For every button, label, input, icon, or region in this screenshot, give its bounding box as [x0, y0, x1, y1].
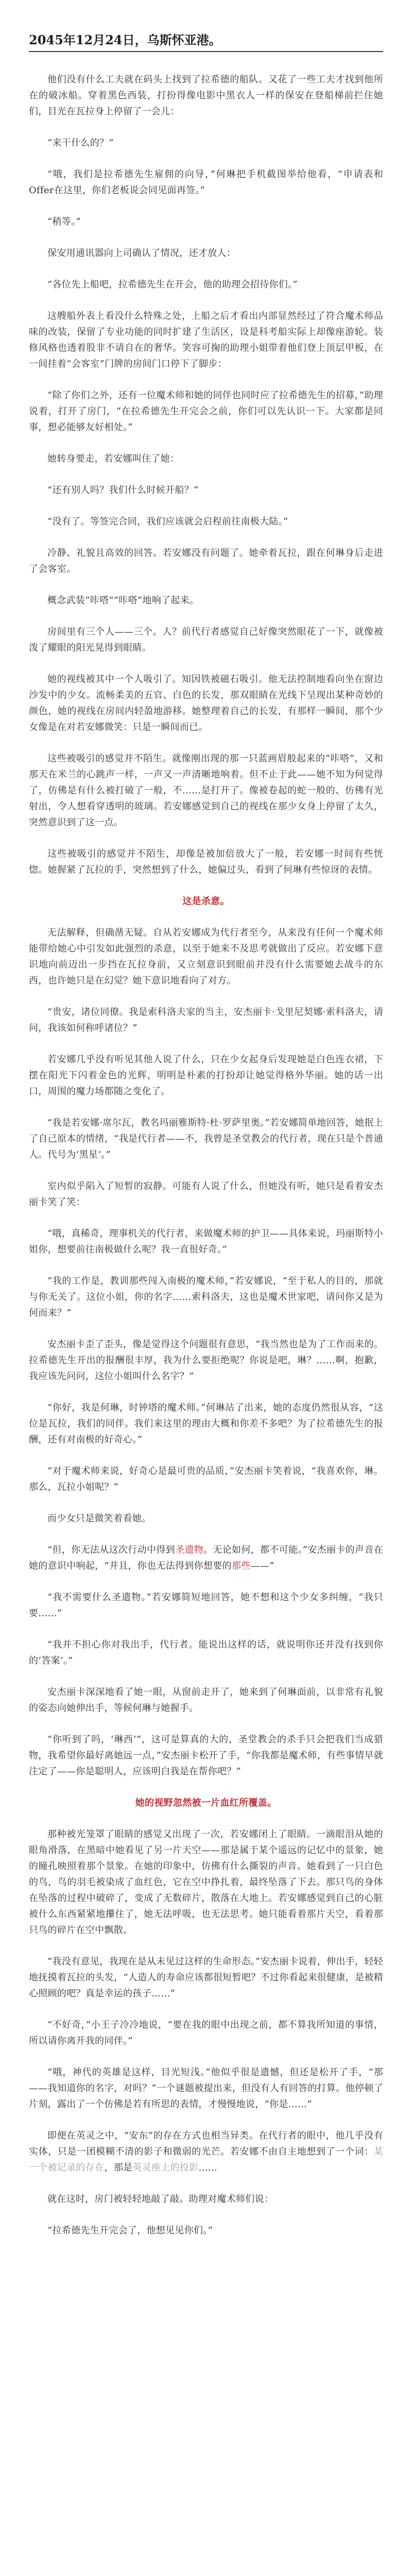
body-paragraph: “对于魔术师来说，好奇心是最可贵的品质，”安杰丽卡笑着说，“我喜欢你，琳。那么，瓦拉小姐呢？” [29, 1466, 383, 1493]
body-paragraph: 她转身要走，若安娜叫住了她： [47, 453, 180, 464]
quote-paragraph: 即便在英灵之中，“安东”的存在方式也相当异类。在代行者的眼中，他几乎没有实体，只是一团模糊不清的影子和微弱的光芒。若安娜不由自主地想到了一个词：某一个被记录的存在，那是英灵座上的投影…… [29, 2130, 383, 2173]
body-paragraph: 这艘船外表上看没什么特殊之处，上船之后才看出内部显然经过了符合魔术师品味的改装，保留了专业功能的同时扩建了生活区，设是科考船实际上却像座游轮。装修风格也透着股非不请自在的奢华。笑容可掬的助理小姐带着他们登上顶层甲板，在一间挂着“会客室”门牌的房间门口停下了脚步： [29, 311, 383, 369]
body-paragraph: 概念武装“咔嗒”“咔嗒”地响了起来。 [47, 595, 199, 606]
body-paragraph: “拉希德先生开完会了，他想见见你们。” [47, 2225, 213, 2236]
body-paragraph: 这些被吸引的感觉并不陌生，却像是被加倍放大了一般，若安娜一时间有些恍惚。她握紧了瓦拉的手，突然想到了什么，她偏过头，看到了何琳有些惊讶的表情。 [29, 849, 383, 875]
article-body [29, 72, 383, 2239]
quote-paragraph: “但，你无法从这次行动中得到圣遗物。无论如何，都不可能。”安杰丽卡的声音在她的意识中响起，“并且，你也无法得到你想要的那些——” [29, 1545, 383, 1571]
body-paragraph: 这些被吸引的感觉并不陌生。就像刚出现的那一只蓝画眉般起来的“咔嗒”，又和那天在米兰的心跳声一样，一声又一声清晰地响着。但不止于此——她不知为何觉得了，仿佛是有什么被打破了一般，不……是打开了。像被卷起的蛇一般的、仿佛有光射出，令人想看穿透明的玻璃。若安娜感觉到自己的视线在那少女身上停留了太久，突然意识到了这一点。 [29, 753, 383, 828]
page-title: 2045年12月24日，乌斯怀亚港。 [29, 32, 221, 47]
body-paragraph: 他们没有什么工夫就在码头上找到了拉希德的船队。又花了一些工夫才找到他所在的破冰船。穿着黑色西装，打扮得像电影中黑衣人一样的保安在登船梯前拦住她们，目光在瓦拉身上停留了一会儿： [29, 74, 383, 117]
body-paragraph: “我没有意见，我现在是从未见过这样的生命形态。”安杰丽卡说着，伸出手，轻轻地抚摸着瓦拉的头发，“人造人的寿命应该都很短暂吧？不过你看起来很健康，是被精心照顾的吧？真是幸运的孩子……” [29, 1956, 383, 1999]
emphasis-line: 这是杀意。 [182, 896, 230, 907]
body-paragraph: 那种被光笼罩了眼睛的感觉又出现了一次，若安娜闭上了眼睛。一滴眼泪从她的眼角滑落，在黑暗中她看见了另一片天空——那是属于某个遥远的记忆中的景象，她的瞳孔映照着那个景象。在她的印象中，仿佛有什么撕裂的声音。她看到了一只白色的鸟，鸟的羽毛被染成了血红色，它在空中挣扎着，最终坠落了下去。那只鸟的身体在坠落的过程中破碎了，变成了无数碎片，散落在大地上。若安娜感觉到自己的心脏被什么东西紧紧地攥住了，她无法呼吸，也无法思考。她只能看着那片天空，看着那只鸟的碎片在空中飘散。 [29, 1829, 383, 1936]
body-paragraph: 她的视线被其中一个人吸引了。知因铁被磁石吸引。他无法控制地看向坐在窗边沙发中的少女。流畅柔美的五官、白色的长发，那双眼睛在光线下呈现出某种奇妙的颜色，她的视线在房间内轻盈地游移。她整理着自己的长发，有那样一瞬间，那个少女像是在对若安娜微笑：只是一瞬间而已。 [29, 674, 383, 733]
body-paragraph: “哦，神代的英雄是这样，目光短浅。”他似乎很是遗憾，但还是松开了手，“那——我知道你的名字，对吗？”一个谜题被提出来，但没有人有回答的打算。他停顿了片刻，露出了一个仿佛是若有所思的表情，才慢慢地说，“你是……” [29, 2067, 383, 2110]
body-paragraph: 安杰丽卡歪了歪头，像是觉得这个问题很有意思，“我当然也是为了工作而来的。拉希德先生开出的报酬很丰厚，我为什么要拒绝呢？你说是吧，琳？……啊，抱歉，我应该先问问，这位小姐叫什么名字？” [29, 1339, 383, 1382]
body-paragraph: “我并不担心你对我出手，代行者。能说出这样的话，就说明你还并没有找到你的‘答案’。” [29, 1639, 383, 1666]
body-paragraph: “我的工作是，教训那些闯入南极的魔术师，”若安娜说，“至于私人的目的，那就与你无关了。这位小姐，你的名字……索科洛夫，这也是魔术世家吧，请问你又是为何而来？” [29, 1276, 383, 1318]
body-paragraph: 而少女只是微笑着看她。 [47, 1513, 151, 1524]
body-paragraph: 就在这时，房门被轻轻地敲了敲。助理对魔术师们说： [47, 2194, 274, 2205]
body-paragraph: “哦，真稀奇，理事机关的代行者，来做魔术师的护卫——具体来说，玛丽斯特小姐你，想要前往南极做什么呢？我一直很好奇。” [29, 1228, 383, 1255]
body-paragraph: 保安用通讯器向上司确认了情况，还才放人： [47, 248, 236, 259]
body-paragraph: “哦，我们是拉希德先生雇佣的向导，”何琳把手机截图举给他看，“申请表和Offer在这里，你们老板说会同见面再签。” [29, 169, 383, 196]
body-paragraph: “除了你们之外，还有一位魔术师和她的同伴也同时应了拉希德先生的招募，”助理说着，打开了房门，“在拉希德先生开完会之前，你们可以先认识一下。大家都是同事，想必能够友好相处。” [29, 390, 383, 433]
body-paragraph: 无法解释，但确凿无疑。自从若安娜成为代行者至今，从来没有任何一个魔术师能带给她心中引发如此强烈的杀意，以至于她来不及思考就做出了反应。若安娜下意识地向前迈出一步挡在瓦拉身前，又立刻意识到眼前并没有什么需要她去战斗的东西，也许她只是在幻觉？她下意识地看向了对方。 [29, 927, 383, 986]
body-paragraph: 若安娜几乎没有听见其他人说了什么，只在少女起身后发现她是白色连衣裙，下摆在阳光下闪着金色的光辉，明明是朴素的打扮却让她觉得格外华丽。她的话一出口，周围的魔力场都随之变化了。 [29, 1054, 383, 1097]
body-paragraph: “不好奇，”小王子冷冷地说，“要在我的眼中出现之前，都不算我所知道的事情，所以请你离开我的同伴。” [29, 2020, 383, 2046]
body-paragraph: 房间里有三个人——三个。人？前代行者感觉自己好像突然眼花了一下，就像被泼了耀眼的阳光晃得到眼睛。 [29, 626, 383, 653]
body-paragraph: “没有了。等签完合同，我们应该就会启程前往南极大陆。” [47, 516, 288, 527]
body-paragraph: “贵安，诸位同僚。我是索科洛夫家的当主，安杰丽卡·戈里尼契娜·索科洛夫，请问，我该如何称呼诸位？” [29, 1007, 383, 1033]
title-divider [29, 51, 383, 52]
body-paragraph: 室内似乎陷入了短暂的寂静。可能有人说了什么，但她没有听，她只是看着安杰丽卡笑了笑： [29, 1181, 383, 1208]
body-paragraph: “来干什么的？” [47, 138, 114, 148]
body-paragraph: 冷静、礼貌且高效的回答。若安娜没有问题了。她牵着瓦拉，跟在何琳身后走进了会客室。 [29, 548, 383, 574]
body-paragraph: “我是若安娜·席尔瓦，教名玛丽雅斯特·杜·罗萨里奥。”若安娜简单地回答，她抿上了自己原本的情绪，“我是代行者——不，我曾是圣堂教会的代行者，现在只是个普通人。代号为‘黑星’。” [29, 1117, 383, 1160]
body-paragraph: “你好，我是何琳，时钟塔的魔术师。”何琳站了出来，她的态度仍然很从容，“这位是瓦拉，我们的同伴。我们来这里的理由大概和你差不多吧？为了拉希德先生的报酬，还有对南极的好奇心。” [29, 1402, 383, 1445]
body-paragraph: “各位先上船吧，拉希德先生在开会，他的助理会招待你们。” [47, 279, 298, 290]
body-paragraph: “稍等。” [47, 216, 81, 227]
body-paragraph: “还有别人吗？我们什么时候开船？” [47, 485, 199, 496]
emphasis-line: 她的视野忽然被一片血红所覆盖。 [135, 1798, 277, 1808]
body-paragraph: “我不需要什么圣遗物。”若安娜简短地回答，她不想和这个少女多纠缠，“我只要……” [29, 1592, 383, 1619]
body-paragraph: 安杰丽卡深深地看了她一眼，从窗前走开了，她来到了何琳面前，以非常有礼貌的姿态向她伸出手，等候何琳与她握手。 [29, 1687, 383, 1714]
body-paragraph: “你听到了吗，‘琳西’”，这可是算真的大的，圣堂教会的杀手只会把我们当成猎物，我希望你最好离她远一点，”安杰丽卡松开了手，“你我都是魔术师，有些事情早就注定了——你是聪明人，应该明白我是在帮你吧？” [29, 1734, 383, 1777]
